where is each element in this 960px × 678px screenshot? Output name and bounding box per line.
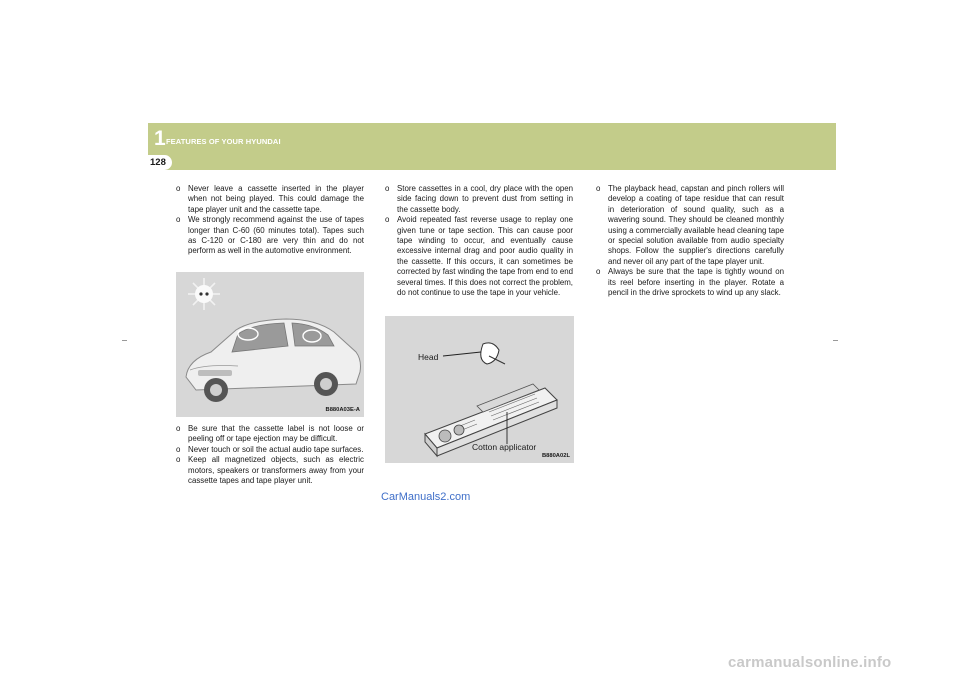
figure-code: B880A02L [541, 453, 570, 459]
bullet-item: o Be sure that the cassette label is not loose or peeling off or tape ejection may be difficult. [176, 424, 364, 444]
left-column-bottom [176, 424, 364, 486]
bullet-item: o Always be sure that the tape is tightly wound on its reel before inserting in the player. Rotate a pencil in the drive sprockets to wind up any slack. [596, 267, 784, 298]
head-label: Head [418, 352, 439, 362]
bullet-item: o Never leave a cassette inserted in the player when not being played. This could damage the tape player unit and the cassette tape. [176, 184, 364, 214]
middle-column [385, 184, 573, 298]
bullet-item: o Avoid repeated fast reverse usage to replay one given tune or tape section. This can cause poor tape winding to occur, and eventually cause excessive internal drag and poor audio quality in the cassette. If this occurs, it can sometimes be corrected by fast winding the tape from end to end several times. If this does not correct the problem, do not continue to use the tape in your vehicle. [385, 215, 573, 298]
chapter-header-band [148, 123, 836, 170]
left-column-top [176, 184, 364, 257]
car-illustration [176, 272, 364, 417]
bullet-item: o Never touch or soil the actual audio tape surfaces. [176, 444, 364, 454]
bullet-item: o Keep all magnetized objects, such as electric motors, speakers or transformers away from your cassette tapes and tape player unit. [176, 455, 364, 486]
figure-code: B880A03E-A [325, 407, 360, 413]
watermark-link[interactable]: CarManuals2.com [381, 491, 471, 503]
page-number: 128 [150, 157, 166, 168]
bullet-item: o We strongly recommend against the use of tapes longer than C-60 (60 minutes total). Tapes such as C-120 or C-180 are very thin and do not perform as well in the automotive environment. [176, 215, 364, 256]
chapter-number: 1 [154, 127, 166, 150]
tape-player-illustration [385, 316, 574, 463]
sedan-icon [186, 319, 361, 402]
crop-mark-left [122, 340, 127, 341]
sun-icon [188, 278, 220, 310]
chapter-title: FEATURES OF YOUR HYUNDAI [166, 137, 281, 146]
bullet-item: o The playback head, capstan and pinch rollers will develop a coating of tape residue that can result in deterioration of sound quality, such as a wavering sound. They should be cleaned monthly using a commercially available head cleaning tape or special solution available from audio specialty shops. Follow the supplier's directions carefully and never oil any part of the tape player unit. [596, 184, 784, 266]
crop-mark-right [833, 340, 838, 341]
tape-player-drawing [385, 316, 574, 463]
right-column [596, 184, 784, 298]
car-drawing [176, 272, 364, 417]
footer-watermark: carmanualsonline.info [728, 654, 892, 671]
bullet-item: o Store cassettes in a cool, dry place with the open side facing down to prevent dust from setting in the cassette body. [385, 184, 573, 214]
cotton-applicator-label: Cotton applicator [472, 442, 537, 452]
